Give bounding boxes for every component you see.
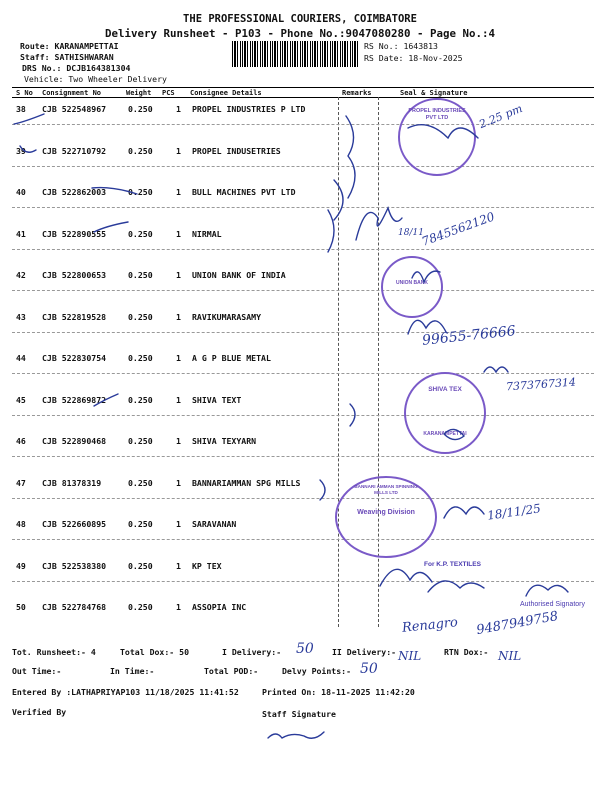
- authorised-signatory-stamp: Authorised Signatory: [520, 601, 585, 608]
- row-consignee: NIRMAL: [192, 228, 222, 239]
- row-weight: 0.250: [128, 353, 153, 363]
- handwritten-time: 2.25 pm: [477, 101, 525, 132]
- row-weight: 0.250: [128, 270, 153, 280]
- i-delivery-value: 50: [296, 641, 314, 657]
- row-consignment-no: CJB 522548967: [42, 104, 107, 114]
- rs-date-value: 18-Nov-2025: [408, 53, 463, 63]
- row-weight: 0.250: [128, 311, 153, 322]
- shiva-tex-stamp-name: SHIVA TEX: [428, 386, 462, 393]
- rtn-dox-value: NIL: [498, 649, 522, 663]
- in-time: In Time:-: [110, 666, 155, 676]
- row-weight: 0.250: [128, 560, 153, 571]
- signature-row-44: [484, 367, 508, 372]
- propel-stamp-text: PROPEL INDUSTRIES PVT LTD: [408, 108, 466, 122]
- handwritten-name: Renagro: [401, 615, 459, 636]
- strike-row-40: [92, 188, 137, 194]
- bannari-amman-stamp-center: Weaving Division: [357, 509, 415, 516]
- row-sno: 44: [16, 353, 26, 363]
- row-weight: 0.250: [128, 602, 153, 612]
- row-weight: 0.250: [128, 187, 153, 197]
- route-label: Route:: [20, 41, 50, 51]
- tick-mark-row-41: [94, 222, 128, 232]
- remark-bracket-3: [328, 210, 334, 252]
- signature-row-38: [408, 125, 478, 138]
- row-consignment-no: CJB 522862003: [42, 187, 107, 197]
- row-sno: 50: [16, 602, 26, 612]
- printed-on: Printed On: 18-11-2025 11:42:20: [262, 687, 415, 697]
- row-consignment-no: CJB 522710792: [42, 145, 107, 156]
- signature-row-43: [408, 320, 446, 334]
- signature-row-48: [444, 507, 484, 518]
- row-consignment-no: CJB 522538380: [42, 560, 107, 571]
- bannari-amman-stamp-ring: BANNARI AMMAN SPINNING MILLS LTD: [354, 484, 418, 495]
- row-pcs: 1: [176, 145, 181, 156]
- handwritten-phone-3: 7373767314: [505, 375, 577, 394]
- col-pcs: PCS: [162, 89, 175, 97]
- row-consignment-no: CJB 522890555: [42, 228, 107, 239]
- delvy-points-value: 50: [360, 661, 378, 677]
- row-pcs: 1: [176, 477, 181, 488]
- delvy-points-label: Delvy Points:-: [282, 666, 352, 676]
- row-sno: 49: [16, 560, 26, 571]
- row-pcs: 1: [176, 519, 181, 529]
- remark-bracket-4: [350, 404, 355, 426]
- row-consignee: BULL MACHINES PVT LTD: [192, 187, 296, 197]
- ii-delivery-label: II Delivery:-: [332, 647, 397, 657]
- signature-row-49: [380, 569, 432, 586]
- row-pcs: 1: [176, 104, 181, 114]
- col-consignment: Consignment No: [42, 89, 102, 97]
- row-sno: 43: [16, 311, 26, 322]
- total-dox: Total Dox:- 50: [120, 647, 190, 657]
- col-seal-signature: Seal & Signature: [400, 89, 468, 97]
- drs-label: DRS No.:: [22, 63, 62, 73]
- row-consignee: PROPEL INDUSETRIES: [192, 145, 281, 156]
- signature-row-41: [356, 208, 402, 240]
- row-sno: 47: [16, 477, 26, 488]
- row-consignment-no: CJB 81378319: [42, 477, 102, 488]
- staff-signature-label: Staff Signature: [262, 709, 336, 719]
- row-consignment-no: CJB 522800653: [42, 270, 107, 280]
- rs-no-value: 1643813: [403, 41, 438, 51]
- signature-row-50: [526, 585, 568, 596]
- tot-runsheet: Tot. Runsheet:- 4: [12, 647, 96, 657]
- row-consignment-no: CJB 522890468: [42, 436, 107, 446]
- row-weight: 0.250: [128, 145, 153, 156]
- row-consignee: ASSOPIA INC: [192, 602, 247, 612]
- staff-label: Staff:: [20, 52, 50, 62]
- union-bank-stamp-text: UNION BANK: [396, 280, 428, 286]
- row-weight: 0.250: [128, 519, 153, 529]
- handwritten-date-1: 18/11: [398, 228, 424, 238]
- col-remarks: Remarks: [342, 89, 372, 97]
- col-weight: Weight: [126, 89, 152, 97]
- row-pcs: 1: [176, 228, 181, 239]
- entered-by: Entered By :LATHAPRIYAP103 11/18/2025 11:41:52: [12, 687, 239, 697]
- row-consignee: SHIVA TEXT: [192, 394, 242, 405]
- signature-row-42: [412, 271, 440, 282]
- signature-row-46: [444, 429, 464, 439]
- route-value: KARANAMPETTAI: [54, 41, 119, 51]
- tick-mark-row-45: [94, 394, 118, 406]
- staff-value: SATHISHWARAN: [54, 52, 114, 62]
- row-sno: 45: [16, 394, 26, 405]
- row-weight: 0.250: [128, 228, 153, 239]
- handwritten-phone-2: 99655-76666: [421, 323, 517, 349]
- row-pcs: 1: [176, 311, 181, 322]
- remark-bracket-1: [346, 116, 355, 198]
- row-consignee: PROPEL INDUSTRIES P LTD: [192, 104, 306, 114]
- handwritten-date-2: 18/11/25: [486, 501, 542, 523]
- col-sno: S No: [16, 89, 33, 97]
- row-consignee: SARAVANAN: [192, 519, 237, 529]
- row-sno: 46: [16, 436, 26, 446]
- row-consignee: RAVIKUMARASAMY: [192, 311, 262, 322]
- verified-by: Verified By: [12, 707, 67, 717]
- row-consignee: A G P BLUE METAL: [192, 353, 271, 363]
- row-consignee: SHIVA TEXYARN: [192, 436, 257, 446]
- i-delivery-label: I Delivery:-: [222, 647, 282, 657]
- row-consignment-no: CJB 522830754: [42, 353, 107, 363]
- total-pod: Total POD:-: [204, 666, 259, 676]
- tick-mark-row-39: [20, 146, 36, 152]
- remark-bracket-5: [320, 480, 325, 500]
- shiva-tex-stamp-place: KARANAMPETTAI: [423, 431, 467, 437]
- handwritten-phone-4: 9487949758: [475, 608, 560, 639]
- row-pcs: 1: [176, 353, 181, 363]
- row-consignment-no: CJB 522660895: [42, 519, 107, 529]
- handwritten-phone-1: 7845562120: [419, 209, 497, 249]
- signature-row-49b: [428, 581, 484, 592]
- row-consignee: UNION BANK OF INDIA: [192, 270, 286, 280]
- row-pcs: 1: [176, 602, 181, 612]
- row-weight: 0.250: [128, 436, 153, 446]
- row-pcs: 1: [176, 436, 181, 446]
- row-consignment-no: CJB 522869872: [42, 394, 107, 405]
- row-weight: 0.250: [128, 394, 153, 405]
- row-pcs: 1: [176, 270, 181, 280]
- kp-tex-stamp: For K.P. TEXTILES: [424, 561, 481, 568]
- vehicle-label: Vehicle:: [24, 74, 64, 84]
- row-pcs: 1: [176, 187, 181, 197]
- row-sno: 42: [16, 270, 26, 280]
- remark-bracket-2: [334, 180, 343, 220]
- row-weight: 0.250: [128, 104, 153, 114]
- row-consignee: BANNARIAMMAN SPG MILLS: [192, 477, 301, 488]
- rtn-dox-label: RTN Dox:-: [444, 647, 489, 657]
- row-sno: 48: [16, 519, 26, 529]
- row-sno: 38: [16, 104, 26, 114]
- company-name: THE PROFESSIONAL COURIERS, COIMBATORE: [183, 13, 417, 25]
- vehicle-value: Two Wheeler Delivery: [68, 74, 167, 84]
- rs-no-label: RS No.:: [364, 41, 399, 51]
- runsheet-title: Delivery Runsheet - P103 - Phone No.:9047080280 - Page No.:4: [104, 27, 496, 40]
- row-consignment-no: CJB 522784768: [42, 602, 107, 612]
- row-consignee: KP TEX: [192, 560, 222, 571]
- row-consignment-no: CJB 522819528: [42, 311, 107, 322]
- row-sno: 40: [16, 187, 26, 197]
- row-pcs: 1: [176, 560, 181, 571]
- ii-delivery-value: NIL: [398, 649, 422, 663]
- row-pcs: 1: [176, 394, 181, 405]
- rs-date-label: RS Date:: [364, 53, 404, 63]
- out-time: Out Time:-: [12, 666, 62, 676]
- drs-value: DCJB164381304: [66, 63, 131, 73]
- col-consignee: Consignee Details: [190, 89, 262, 97]
- row-weight: 0.250: [128, 477, 153, 488]
- staff-signature-stroke: [268, 732, 324, 738]
- row-sno: 41: [16, 228, 26, 239]
- row-sno: 39: [16, 145, 26, 156]
- tick-mark-row-38: [14, 114, 44, 124]
